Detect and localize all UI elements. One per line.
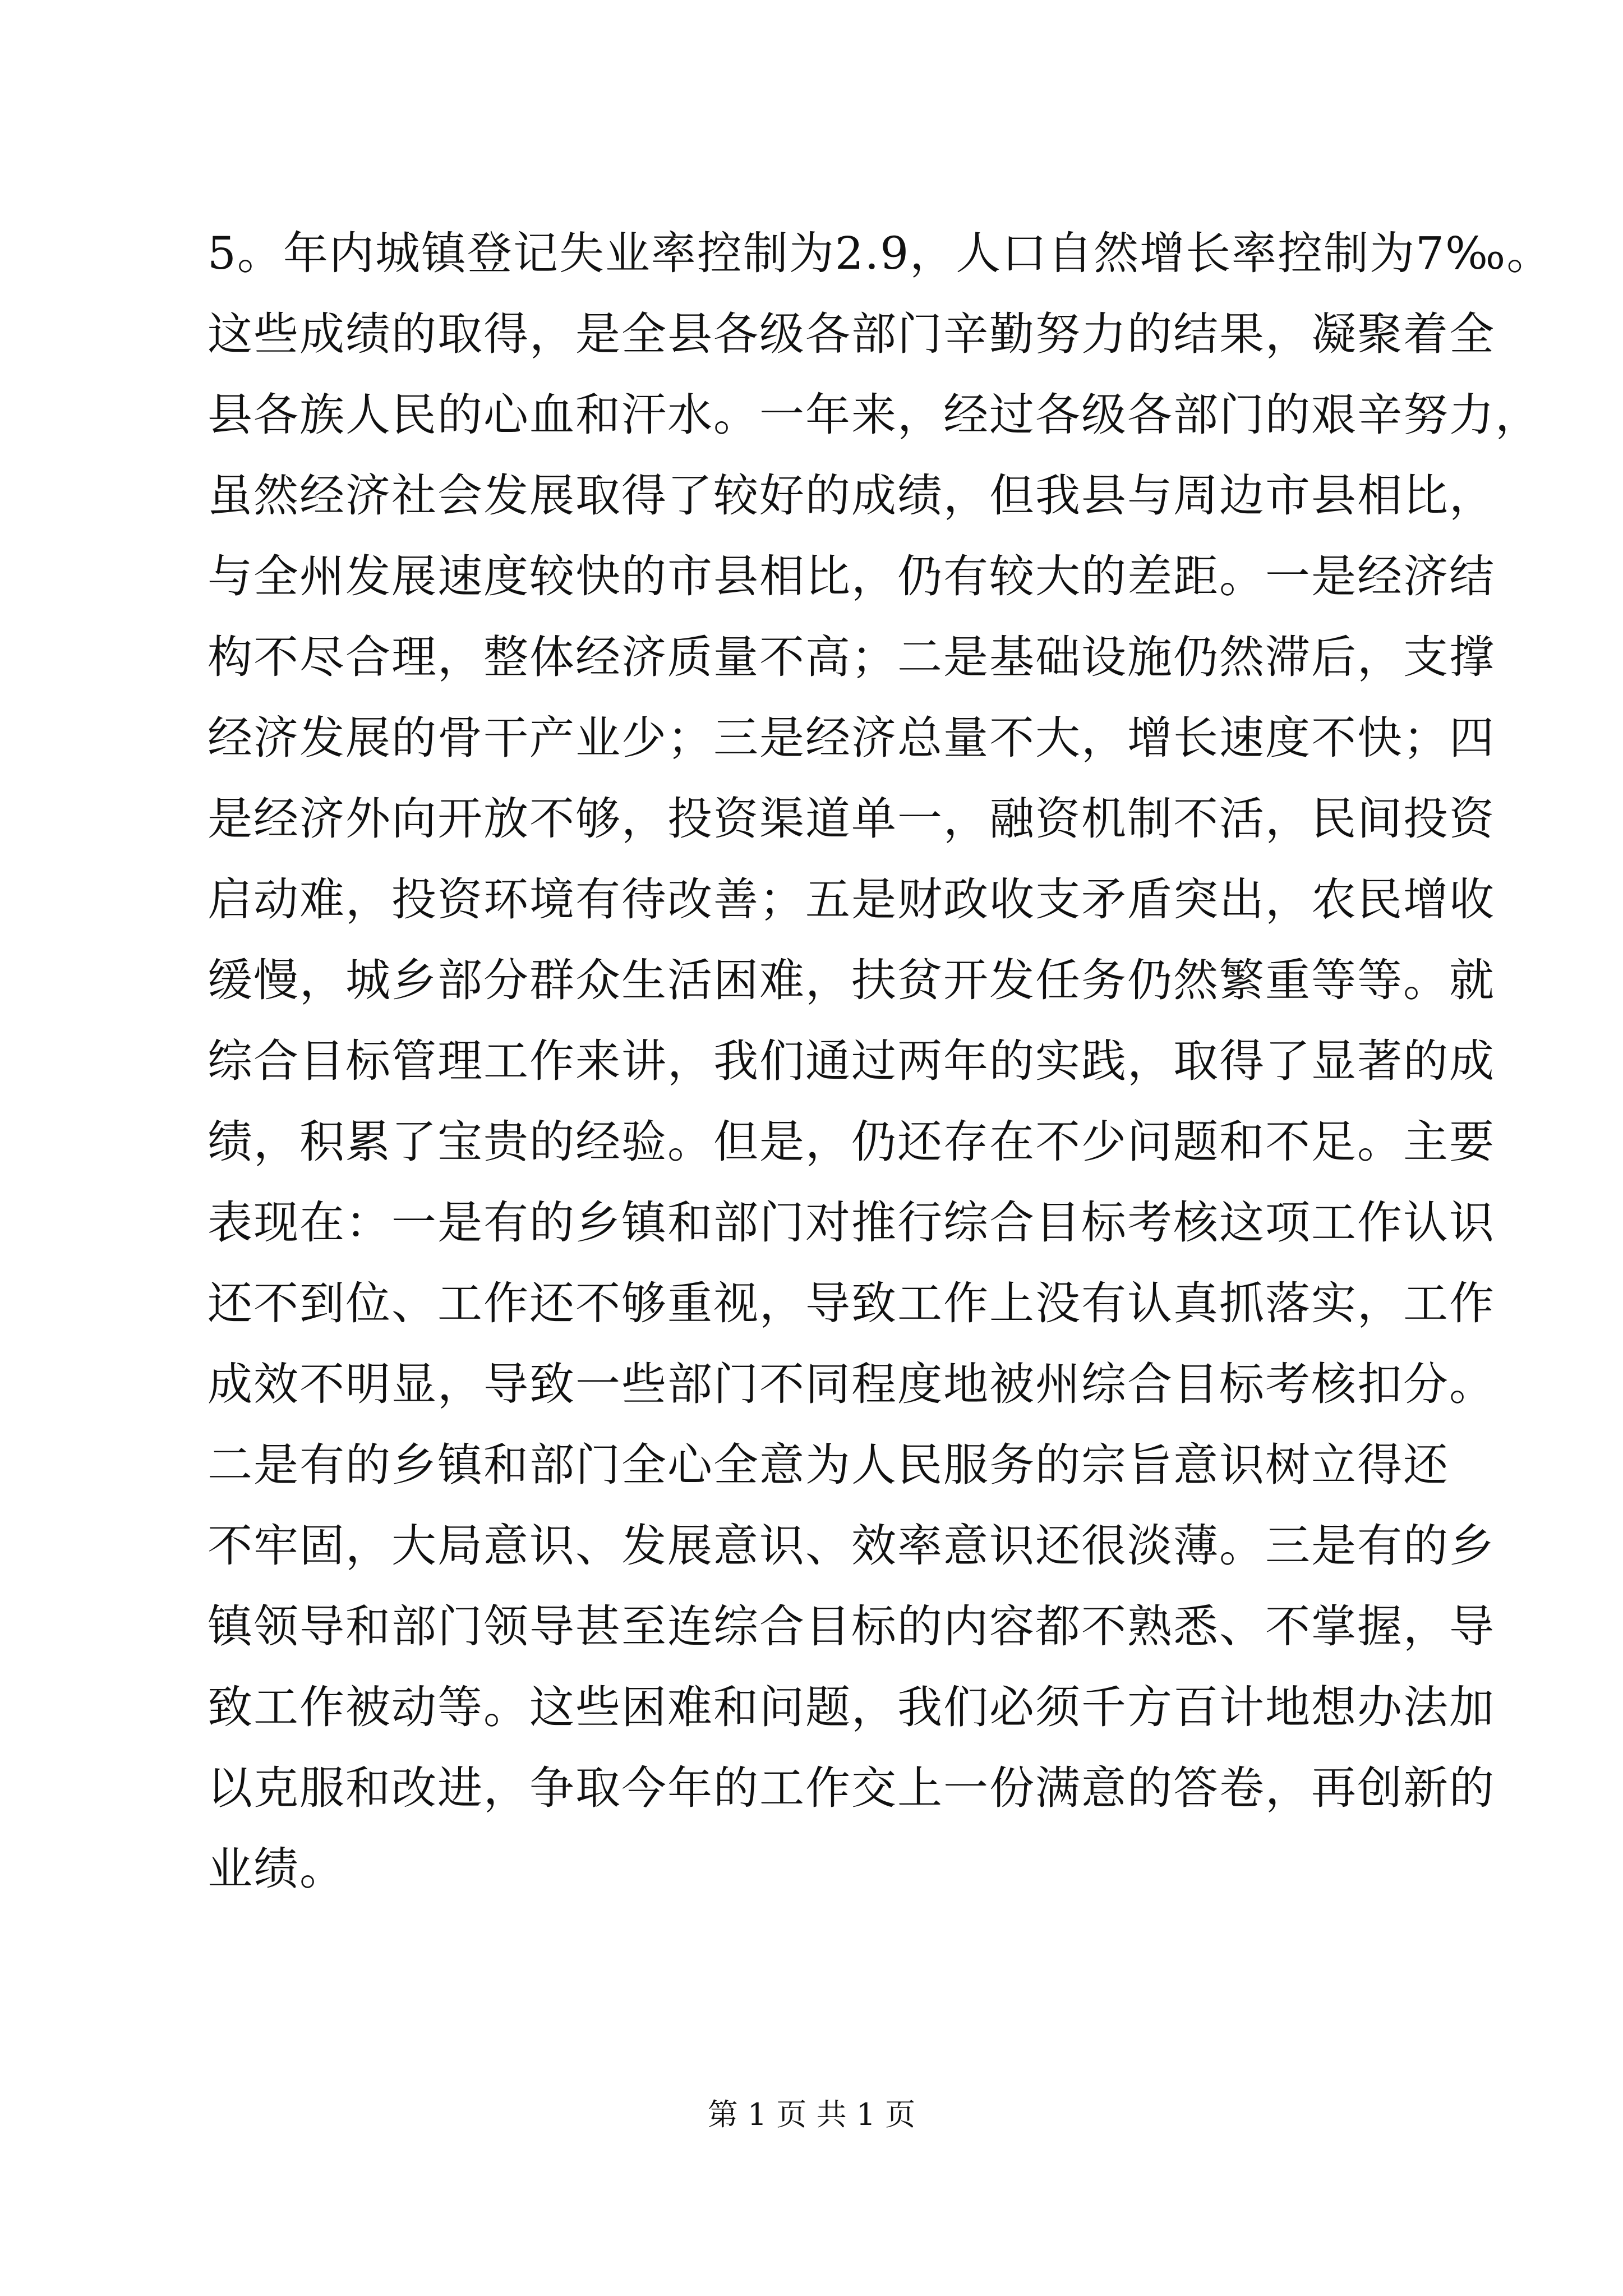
text-line: 业绩。 — [208, 1843, 345, 1895]
body-text — [208, 213, 1553, 1910]
text-line: 表现在：一是有的乡镇和部门对推行综合目标考核这项工作认识 — [208, 1197, 1495, 1249]
text-line: 是经济外向开放不够，投资渠道单一，融资机制不活，民间投资 — [208, 793, 1495, 845]
text-line: 以克服和改进，争取今年的工作交上一份满意的答卷，再创新的 — [208, 1762, 1495, 1814]
text-line: 综合目标管理工作来讲，我们通过两年的实践，取得了显著的成 — [208, 1035, 1495, 1087]
text-line: 构不尽合理，整体经济质量不高；二是基础设施仍然滞后，支撑 — [208, 631, 1495, 683]
text-line: 5。年内城镇登记失业率控制为2.9，人口自然增长率控制为7‰。 — [208, 227, 1553, 279]
text-line: 缓慢，城乡部分群众生活困难，扶贫开发任务仍然繁重等等。就 — [208, 954, 1495, 1006]
text-line: 二是有的乡镇和部门全心全意为人民服务的宗旨意识树立得还 — [208, 1439, 1449, 1491]
text-line: 虽然经济社会发展取得了较好的成绩，但我县与周边市县相比， — [208, 470, 1495, 522]
text-line: 绩，积累了宝贵的经验。但是，仍还存在不少问题和不足。主要 — [208, 1116, 1495, 1168]
text-line: 镇领导和部门领导甚至连综合目标的内容都不熟悉、不掌握，导 — [208, 1600, 1495, 1653]
text-line: 还不到位、工作还不够重视，导致工作上没有认真抓落实，工作 — [208, 1277, 1495, 1329]
text-line: 致工作被动等。这些困难和问题，我们必须千方百计地想办法加 — [208, 1681, 1495, 1733]
text-line: 成效不明显，导致一些部门不同程度地被州综合目标考核扣分。 — [208, 1358, 1495, 1410]
text-line: 不牢固，大局意识、发展意识、效率意识还很淡薄。三是有的乡 — [208, 1520, 1495, 1572]
text-line: 经济发展的骨干产业少；三是经济总量不大，增长速度不快；四 — [208, 712, 1495, 764]
text-line: 县各族人民的心血和汗水。一年来，经过各级各部门的艰辛努力， — [208, 389, 1541, 441]
text-line: 与全州发展速度较快的市县相比，仍有较大的差距。一是经济结 — [208, 550, 1495, 602]
text-line: 启动难，投资环境有待改善；五是财政收支矛盾突出，农民增收 — [208, 873, 1495, 926]
page-number-footer: 第 1 页 共 1 页 — [707, 2097, 916, 2132]
text-line: 这些成绩的取得，是全县各级各部门辛勤努力的结果，凝聚着全 — [208, 308, 1495, 360]
